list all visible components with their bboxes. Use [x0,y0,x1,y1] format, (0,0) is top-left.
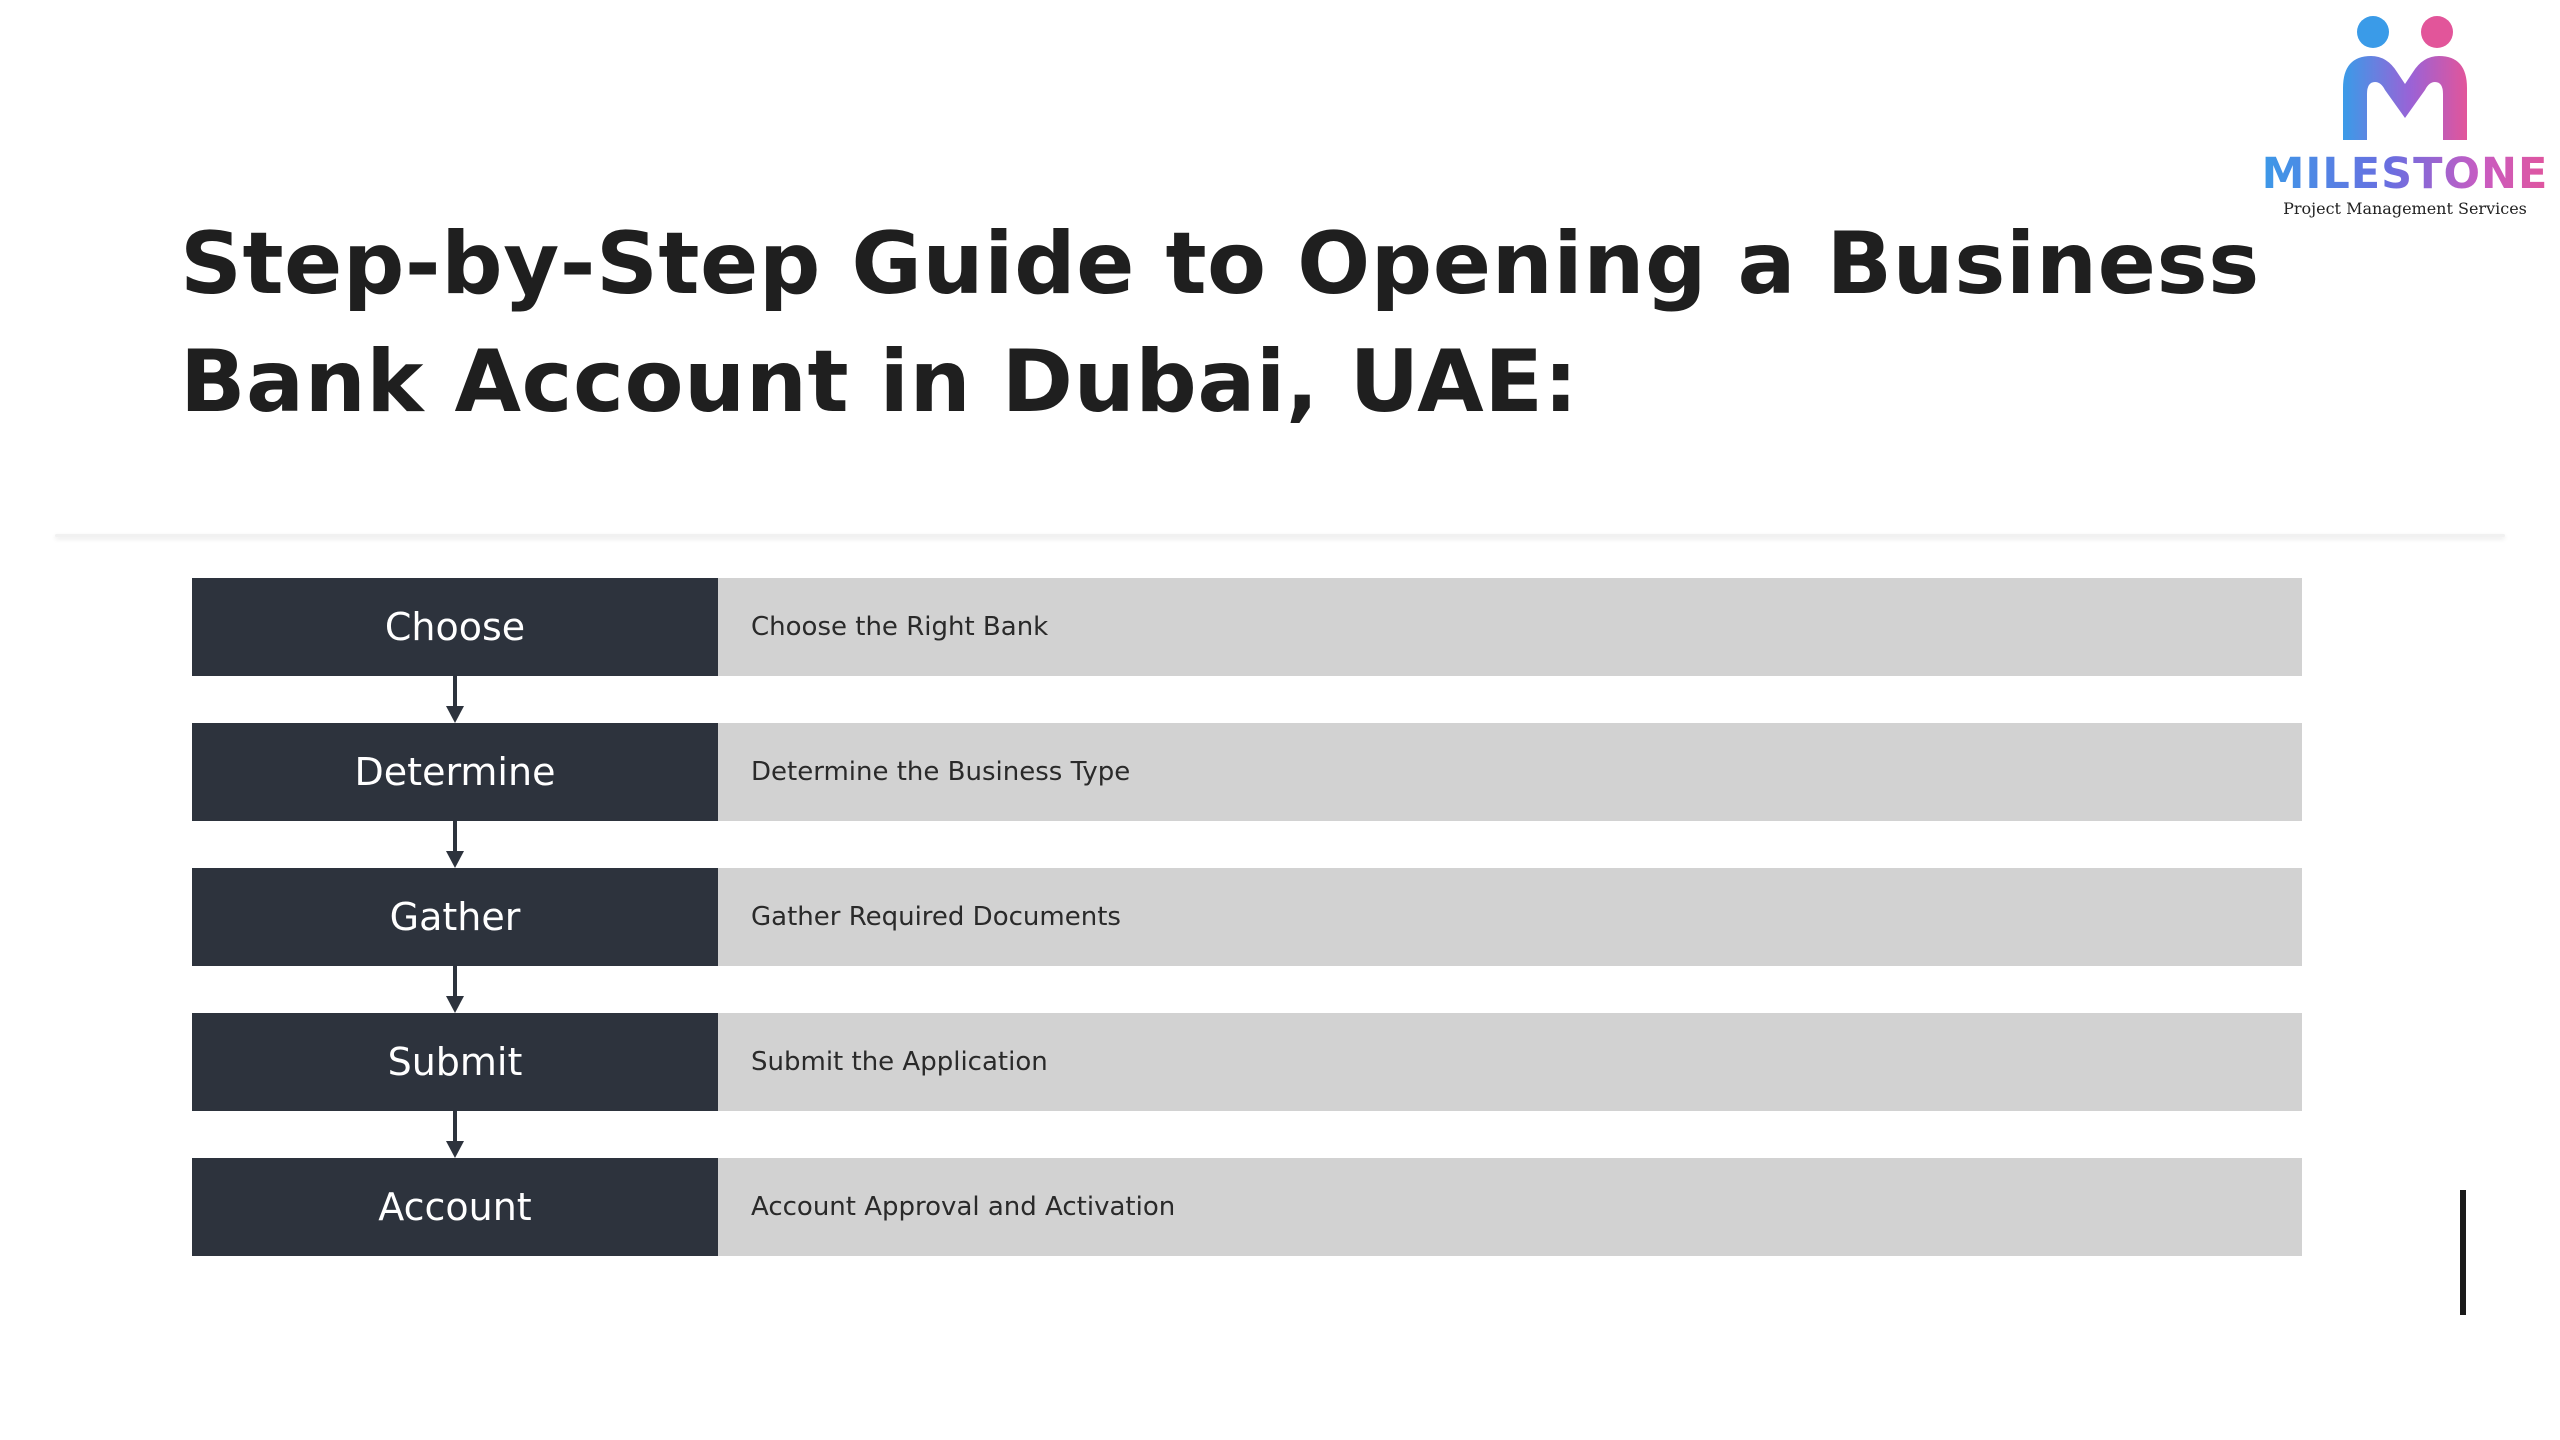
step-submit [192,1013,2302,1111]
step-label: Gather [192,868,718,966]
step-choose [192,578,2302,676]
step-label: Determine [192,723,718,821]
step-label: Choose [192,578,718,676]
vertical-bar [2460,1190,2466,1315]
arrow-down-icon [446,1111,464,1158]
step-account [192,1158,2302,1256]
step-label: Submit [192,1013,718,1111]
step-description: Determine the Business Type [718,723,2302,821]
step-description: Choose the Right Bank [718,578,2302,676]
logo-tagline: Project Management Services [2283,199,2527,218]
step-gather [192,868,2302,966]
arrow-down-icon [446,821,464,868]
arrow-down-icon [446,676,464,723]
logo-wordmark: MILESTONE [2255,150,2555,198]
slide-title-line-1: Step-by-Step Guide to Opening a Business [180,214,2260,314]
step-description: Submit the Application [718,1013,2302,1111]
title-separator [55,534,2505,537]
step-label: Account [192,1158,718,1256]
step-determine [192,723,2302,821]
milestone-logo-icon [2335,10,2475,150]
arrow-down-icon [446,966,464,1013]
slide-title [180,205,2260,441]
slide-title-line-2: Bank Account in Dubai, UAE: [180,332,1579,432]
process-steps [192,578,2302,1256]
step-description: Gather Required Documents [718,868,2302,966]
milestone-logo [2255,10,2555,225]
step-description: Account Approval and Activation [718,1158,2302,1256]
